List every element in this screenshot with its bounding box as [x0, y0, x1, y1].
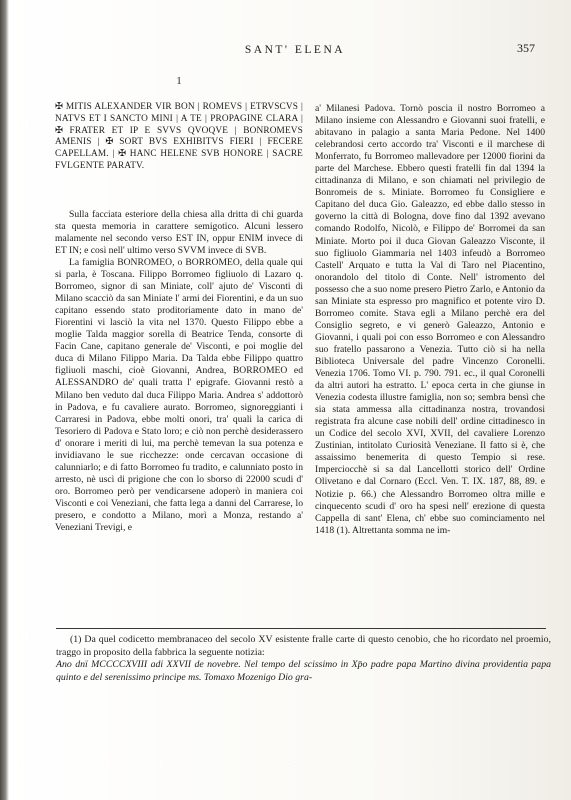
- running-title: SANT' ELENA: [244, 44, 346, 56]
- footnote-text: (1) Da quel codicetto membranaceo del secolo XV esistente fralle carte di questo cenobio, che ho ricordato nel proemio, traggo in proposito della fabbrica la seguente notizia:: [56, 634, 551, 658]
- left-column: [55, 76, 303, 534]
- paragraph: La famiglia BONROMEO, o BORROMEO, della quale qui si parla, è Toscana. Filippo Borromeo figliuolo di Lazaro q. Borromeo, signor di san Miniate, coll' ajuto de' Visconti di Milano scacciò da san Miniate l' armi dei Fiorentini, e da un suo capitano essendo stato proditoriamente dato in mano de' Fiorentini vi lasciò la vita nel 1370. Questo Filippo ebbe a moglie Talda maggior sorella di Beatrice Tenda, consorte di Facin Cane, capitano generale de' Visconti, e poi moglie del duca di Milano Filippo Maria. Da Talda ebbe Filippo quattro figliuoli maschi, cioè Giovanni, Andrea, BORROMEO ed ALESSANDRO de' quali tratta l' epigrafe. Giovanni restò a Milano ben veduto dal duca Filippo Maria. Andrea s' addottorò in Padova, e fu cavaliere aurato. Borromeo, signoreggianti i Carraresi in Padova, ebbe molti onori, tra' quali la carica di Tesoriero di Padova e Stato loro; e ciò non perchè desiderassero d' onorare i meriti di lui, ma perchè temevan la sua potenza e invidiavano le sue ricchezze: onde cercavan occasione di calunniarlo; e di fatto Borromeo fu tradito, e calunniato posto in arresto, nè uscì di prigione che con lo sborso di 22000 scudi d' oro. Borromeo però per vendicarsene adoperò in maniera coi Visconti e coi Veneziani, che fatta lega a danni del Carrarese, lo presero, e condotto a Milano, morì a Monza, restando a' Veneziani Trevigi, e: [55, 257, 303, 534]
- inscription-text: ✠ MITIS ALEXANDER VIR BON | ROMEVS | ETRVSCVS | NATVS ET I SANCTO MINI | A TE | PROPAGINE CLARA | ✠ FRATER ET IP E SVVS QVOQVE | BONROMEVS AMENIS | ✠ SORT BVS EXHIBITVS FIERI | FECERE CAPELLAM. | ✠ HANC HELENE SVB HONORE | SACRE FVLGENTE PARATV.: [55, 102, 303, 172]
- note-number: 1: [176, 76, 182, 87]
- footnote-quote: Ano dnï MCCCCXVIII adi XXVII de novebre. Nel tempo del scissimo in Xp̄o padre papa Martino divina providentia papa quinto e del serenissimo principe ms. Tomaxo Mozenigo Dio gra-: [56, 659, 551, 683]
- footnote: [56, 634, 551, 684]
- page-number: 357: [517, 41, 535, 55]
- book-spine-shadow: [0, 0, 9, 800]
- paragraph: Sulla facciata esteriore della chiesa alla dritta di chi guarda sta questa memoria in carattere semigotico. Alcuni lessero malamente nel secondo verso EST IN, oppur ENIM invece di ET IN; e così nell' ultimo verso SVVM invece di SVB.: [55, 208, 303, 256]
- paragraph: a' Milanesi Padova. Tornò poscia il nostro Borromeo a Milano insieme con Alessandro e Giovanni suoi fratelli, e abitavano in palagio a santa Maria Pedone. Nel 1400 celebrandosi certo accordo tra' Visconti e il marchese di Monferrato, fu Borromeo mallevadore per 12000 fiorini da parte del Marchese. Ebbero questi fratelli fin dal 1394 la cittadinanza di Milano, e son chiamati nel privilegio de Bonromeis de s. Miniate. Borromeo fu Consigliere e Capitano del duca Gio. Galeazzo, ed ebbe dallo stesso in governo la città di Bologna, dove fino dal 1392 avevano comando Rodolfo, Nicolò, e Filippo de' Borromei da san Miniate. Morto poi il duca Giovan Galeazzo Visconte, il suo figliuolo Giammaria nel 1403 infeudò a Borromeo Castell' Arquato e tutta la Val di Taro nel Piacentino, onorandolo del titolo di Conte. Nell' istromento del possesso che a suo nome presero Pietro Zarlo, e Antonio da san Miniate sta espresso pro magnifico et potente viro D. Borromeo comite. Stava egli a Milano perchè era del Consiglio segreto, e vi generò Galeazzo, Antonio e Giovanni, i quali poi con esso Borromeo e con Alessandro suo fratello passarono a Venezia. Tutto ciò si ha nella Biblioteca Universale del padre Vincenzo Coronelli. Venezia 1706. Tomo VI. p. 790. 791. ec., il qual Coronelli da altri autori ha estratto. L' epoca certa in che giunse in Venezia codesta illustre famiglia, non so; sembra bensì che sia stata ammessa alla cittadinanza nostra, trovandosi registrata fra alcune case nobili dell' ordine cittadinesco in un Codice del secolo XVI, XVII, del cavaliere Lorenzo Zustinian, intitolato Curiosità Veneziane. Il fatto si è, che assaissimo benemerita di questo Tempio si rese. Imperciocchè si sa dal Lancellotti storico dell' Ordine Olivetano e dal Cornaro (Eccl. Ven. T. IX. 187, 88, 89. e Notizie p. 66.) che Alessandro Borromeo oltra mille e cinquecento scudi d' oro ha spesi nell' erezione di questa Cappella di sant' Elena, ch' ebbe suo cominciamento nel 1418 (1). Altrettanta somma ne im-: [315, 103, 545, 536]
- right-column: [315, 103, 545, 537]
- spacer: [55, 173, 303, 209]
- footnote-divider: [56, 628, 546, 629]
